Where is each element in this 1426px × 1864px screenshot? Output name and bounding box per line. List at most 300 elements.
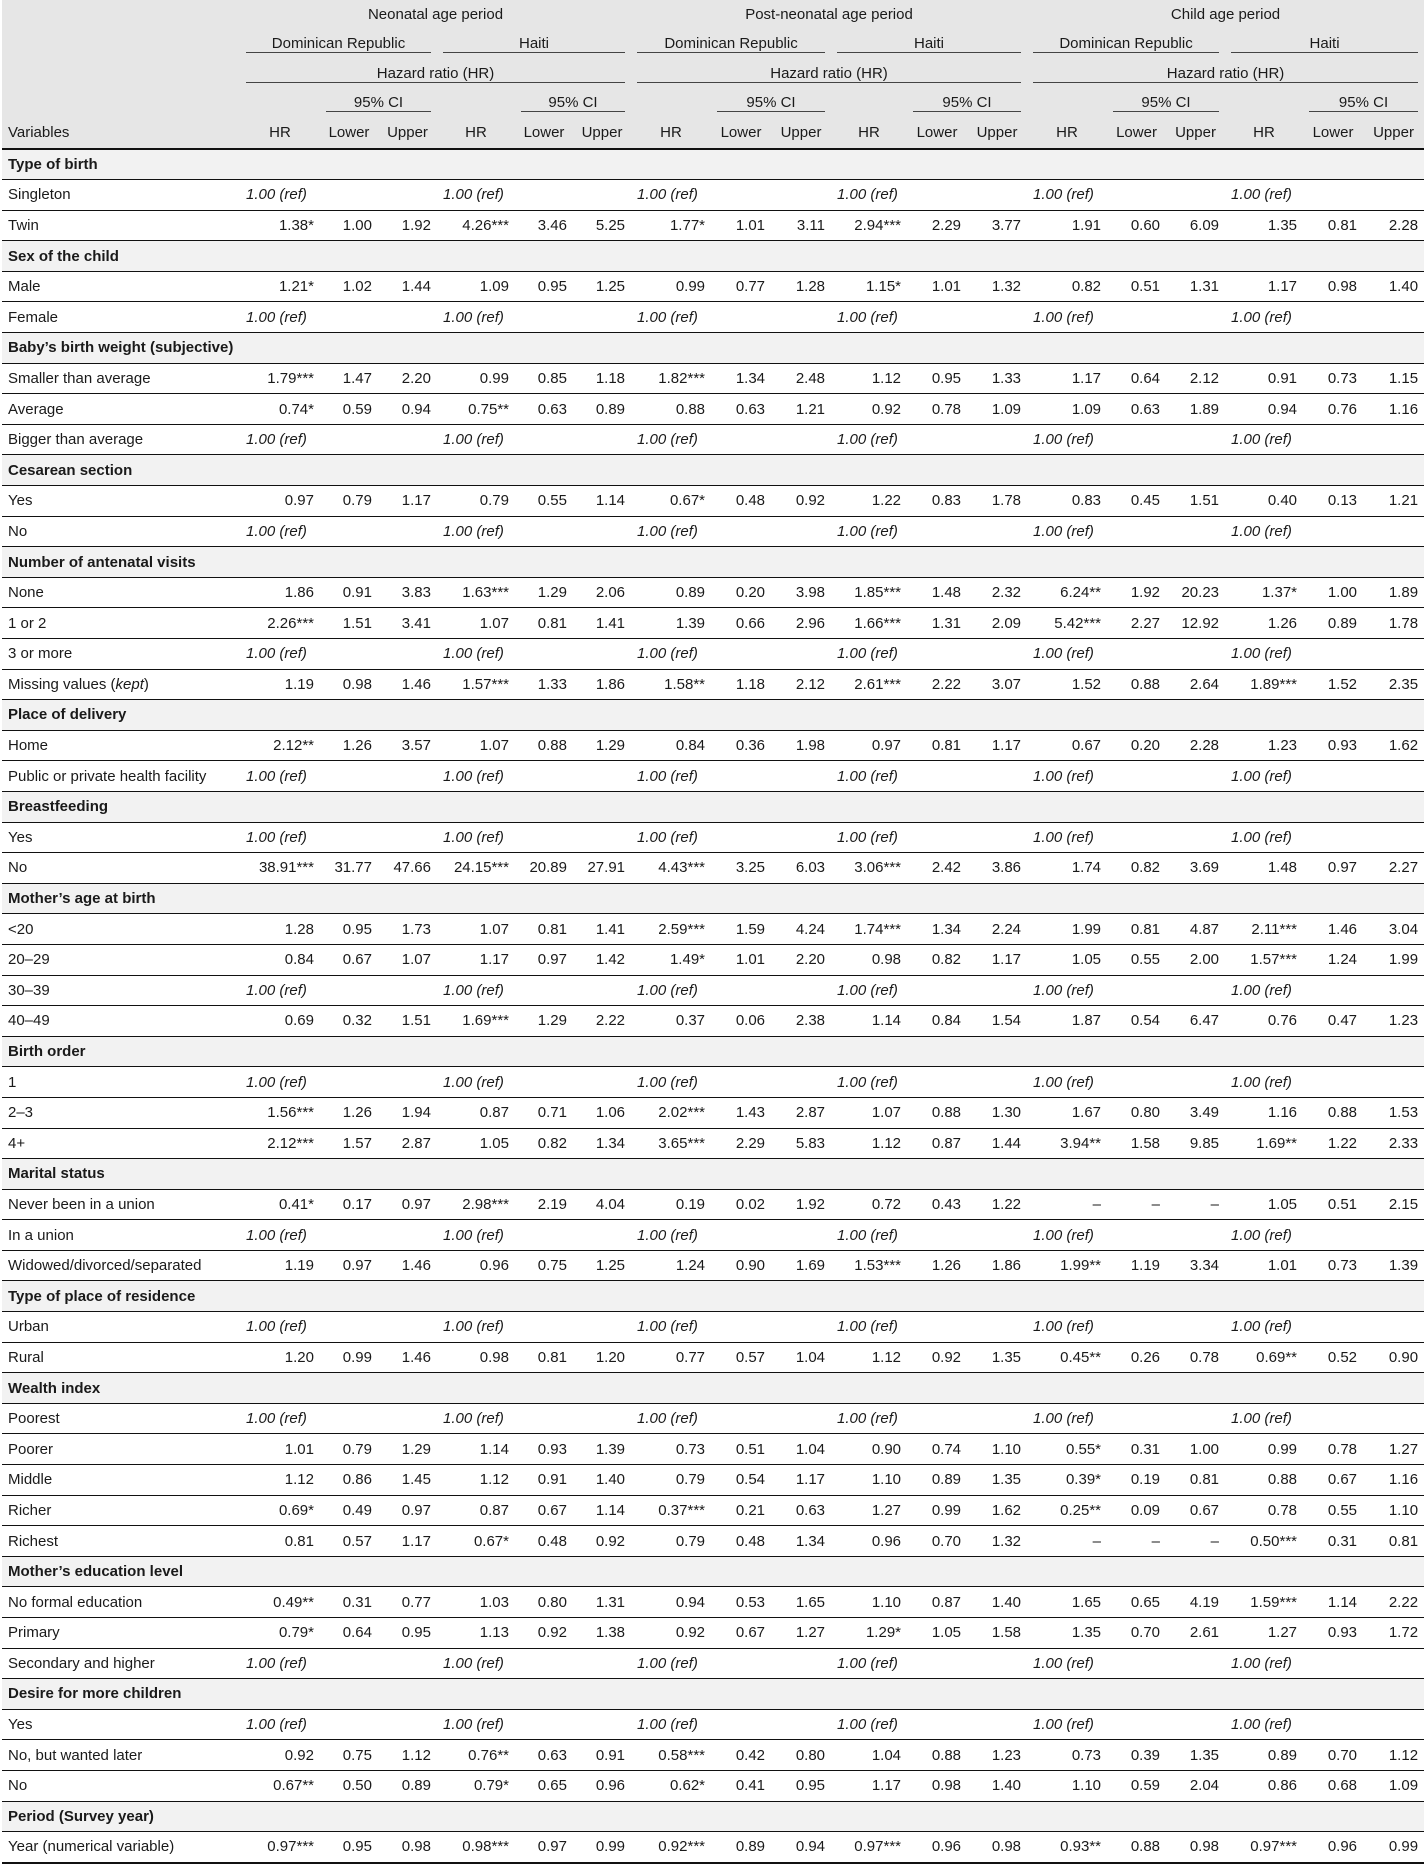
hr-cell: 0.67*: [631, 486, 711, 517]
ci-upper-cell: [967, 1067, 1027, 1098]
row-label: [2, 1342, 240, 1373]
section-title: Marital status: [2, 1159, 1424, 1190]
ci-lower-cell: 0.55: [1107, 944, 1166, 975]
ci-lower-cell: 0.79: [320, 486, 378, 517]
ci-upper-cell: 1.29: [573, 730, 631, 761]
ci-lower-cell: 0.91: [320, 577, 378, 608]
column-header-upper: Upper: [1166, 118, 1225, 149]
table-row: [2, 944, 1424, 975]
hr-cell: 38.91***: [240, 853, 320, 884]
reference-cell: 1.00 (ref): [631, 1648, 711, 1679]
reference-cell: 1.00 (ref): [831, 1312, 907, 1343]
ci-lower-cell: 1.48: [907, 577, 967, 608]
ci-lower-cell: 1.57: [320, 1128, 378, 1159]
row-label: Missing values (kept): [2, 669, 240, 700]
reference-cell: 1.00 (ref): [631, 302, 711, 333]
ci-lower-cell: [907, 975, 967, 1006]
ci-upper-cell: 6.47: [1166, 1006, 1225, 1037]
hr-cell: 1.99**: [1027, 1250, 1107, 1281]
hr-cell: 0.41*: [240, 1189, 320, 1220]
table-row: [2, 669, 1424, 700]
section-title: Mother’s education level: [2, 1556, 1424, 1587]
ci-upper-cell: 1.98: [771, 730, 831, 761]
ci-lower-cell: 0.85: [515, 363, 573, 394]
table-body: [2, 149, 1424, 1863]
hr-cell: 1.14: [831, 1006, 907, 1037]
hr-cell: 6.24**: [1027, 577, 1107, 608]
row-label-text: Rural: [8, 1348, 44, 1366]
table-row: [2, 822, 1424, 853]
ci-lower-cell: 0.98: [1303, 271, 1363, 302]
hr-cell: 1.91: [1027, 210, 1107, 241]
table-row: [2, 1250, 1424, 1281]
ci-lower-cell: [320, 1312, 378, 1343]
hr-cell: 2.12**: [240, 730, 320, 761]
reference-cell: 1.00 (ref): [437, 1067, 515, 1098]
hr-cell: 0.62*: [631, 1770, 711, 1801]
ci-lower-cell: 0.88: [1107, 669, 1166, 700]
ci-lower-cell: [711, 1067, 771, 1098]
hr-cell: 0.73: [631, 1434, 711, 1465]
ci-upper-cell: 2.20: [771, 944, 831, 975]
hr-cell: 0.97: [240, 486, 320, 517]
ci-upper-cell: 1.23: [1363, 1006, 1424, 1037]
ci-lower-cell: [1107, 975, 1166, 1006]
ci-lower-cell: 0.64: [1107, 363, 1166, 394]
row-label: [2, 1067, 240, 1098]
ci-lower-cell: [515, 302, 573, 333]
section-title: Type of place of residence: [2, 1281, 1424, 1312]
section-row: [2, 547, 1424, 578]
hr-cell: 2.59***: [631, 914, 711, 945]
row-label: [2, 1770, 240, 1801]
ci-upper-cell: 1.04: [771, 1434, 831, 1465]
hr-cell: 0.73: [1027, 1740, 1107, 1771]
ci-upper-cell: [1363, 1067, 1424, 1098]
reference-cell: 1.00 (ref): [631, 639, 711, 670]
row-label: [2, 761, 240, 792]
table-row: [2, 1709, 1424, 1740]
ci-lower-cell: 1.01: [711, 210, 771, 241]
ci-lower-cell: 0.67: [1303, 1465, 1363, 1496]
reference-cell: 1.00 (ref): [240, 822, 320, 853]
ci-upper-cell: [771, 975, 831, 1006]
ci-lower-cell: 0.20: [711, 577, 771, 608]
reference-cell: 1.00 (ref): [1027, 1648, 1107, 1679]
ci-lower-cell: 0.31: [320, 1587, 378, 1618]
ci-upper-cell: [1166, 1220, 1225, 1251]
hr-cell: 1.57***: [1225, 944, 1303, 975]
hr-cell: 0.78: [1225, 1495, 1303, 1526]
ci-upper-cell: 1.17: [378, 486, 437, 517]
ci-upper-cell: [1166, 302, 1225, 333]
ci-upper-cell: [967, 1403, 1027, 1434]
ci-lower-cell: 0.70: [1107, 1618, 1166, 1649]
ci-lower-cell: [907, 1067, 967, 1098]
ci-upper-cell: 2.12: [771, 669, 831, 700]
ci-upper-cell: 1.10: [967, 1434, 1027, 1465]
reference-cell: 1.00 (ref): [631, 1709, 711, 1740]
ci-lower-cell: 0.81: [1107, 914, 1166, 945]
row-label: [2, 1465, 240, 1496]
ci-upper-cell: 3.41: [378, 608, 437, 639]
ci-lower-cell: 1.01: [907, 271, 967, 302]
ci-lower-cell: 0.89: [907, 1465, 967, 1496]
ci-upper-cell: [1166, 822, 1225, 853]
ci-upper-cell: 1.44: [967, 1128, 1027, 1159]
reference-cell: 1.00 (ref): [240, 761, 320, 792]
row-label: [2, 1832, 240, 1863]
ci-lower-cell: 0.73: [1303, 363, 1363, 394]
reference-cell: 1.00 (ref): [437, 1220, 515, 1251]
column-header-upper: Upper: [573, 118, 631, 149]
reference-cell: 1.00 (ref): [437, 822, 515, 853]
row-label: [2, 486, 240, 517]
ci-lower-cell: 0.26: [1107, 1342, 1166, 1373]
ci-lower-cell: 1.14: [1303, 1587, 1363, 1618]
hr-cell: 0.67: [1027, 730, 1107, 761]
ci-lower-cell: 0.54: [711, 1465, 771, 1496]
ci-upper-cell: 3.11: [771, 210, 831, 241]
country-dr: Dominican Republic: [240, 30, 437, 60]
hr-cell: 1.03: [437, 1587, 515, 1618]
ci-lower-cell: 1.92: [1107, 577, 1166, 608]
ci-upper-cell: [573, 822, 631, 853]
ci-upper-cell: 1.04: [771, 1342, 831, 1373]
ci-lower-cell: 1.26: [320, 730, 378, 761]
ci-lower-cell: 0.74: [907, 1434, 967, 1465]
ci-upper-cell: 1.20: [573, 1342, 631, 1373]
ci-upper-cell: 1.46: [378, 669, 437, 700]
ci-upper-cell: [573, 424, 631, 455]
variables-header: Variables: [2, 118, 240, 149]
ci-lower-cell: 0.89: [1303, 608, 1363, 639]
ci-lower-cell: [1107, 180, 1166, 211]
row-label-text: Singleton: [8, 186, 71, 204]
row-label-text: 4+: [8, 1134, 26, 1152]
ci-upper-cell: [1166, 180, 1225, 211]
hr-cell: 0.25**: [1027, 1495, 1107, 1526]
ci-upper-cell: [378, 424, 437, 455]
hr-cell: 0.98: [831, 944, 907, 975]
row-label: [2, 1097, 240, 1128]
ci-upper-cell: 1.65: [771, 1587, 831, 1618]
ci-lower-cell: 0.87: [907, 1128, 967, 1159]
ci-upper-cell: 1.39: [573, 1434, 631, 1465]
reference-cell: 1.00 (ref): [831, 1220, 907, 1251]
reference-cell: 1.00 (ref): [240, 1403, 320, 1434]
hr-cell: 0.92: [240, 1740, 320, 1771]
hr-cell: 1.20: [240, 1342, 320, 1373]
row-label: [2, 1189, 240, 1220]
table-row: [2, 1587, 1424, 1618]
ci-lower-cell: [711, 975, 771, 1006]
ci-lower-cell: 0.81: [1303, 210, 1363, 241]
ci-upper-cell: –: [1166, 1526, 1225, 1557]
ci-lower-cell: [320, 180, 378, 211]
row-label-text: Twin: [8, 216, 39, 234]
row-label-text: 20–29: [8, 951, 50, 969]
ci-upper-cell: [1363, 1403, 1424, 1434]
ci-lower-cell: 0.96: [907, 1832, 967, 1863]
country-dr: Dominican Republic: [631, 30, 831, 60]
hr-cell: 1.04: [831, 1740, 907, 1771]
ci-upper-cell: 0.77: [378, 1587, 437, 1618]
ci-upper-cell: 20.23: [1166, 577, 1225, 608]
ci-lower-cell: [515, 424, 573, 455]
hr-cell: 0.58***: [631, 1740, 711, 1771]
table-row: [2, 1067, 1424, 1098]
hr-cell: 0.19: [631, 1189, 711, 1220]
ci-upper-cell: [1363, 822, 1424, 853]
ci-upper-cell: [573, 1709, 631, 1740]
ci-lower-cell: 20.89: [515, 853, 573, 884]
ci-upper-cell: 1.45: [378, 1465, 437, 1496]
hr-cell: 1.01: [1225, 1250, 1303, 1281]
hr-cell: 0.84: [240, 944, 320, 975]
table-row: [2, 1097, 1424, 1128]
ci-lower-cell: [1107, 1220, 1166, 1251]
row-label-text: Urban: [8, 1318, 49, 1336]
ci-lower-cell: 0.91: [515, 1465, 573, 1496]
hr-cell: 0.92***: [631, 1832, 711, 1863]
ci-lower-cell: [1303, 975, 1363, 1006]
reference-cell: 1.00 (ref): [240, 1312, 320, 1343]
reference-cell: 1.00 (ref): [1027, 516, 1107, 547]
hr-cell: 0.76**: [437, 1740, 515, 1771]
hr-cell: 2.02***: [631, 1097, 711, 1128]
ci-upper-cell: 1.28: [771, 271, 831, 302]
row-label-text: Yes: [8, 492, 33, 510]
ci-upper-cell: 1.34: [771, 1526, 831, 1557]
column-header-hr: HR: [1225, 118, 1303, 149]
hr-cell: 0.92: [631, 1618, 711, 1649]
ci-upper-cell: 0.91: [573, 1740, 631, 1771]
reference-cell: 1.00 (ref): [831, 761, 907, 792]
row-label-text: Smaller than average: [8, 369, 151, 387]
reference-cell: 1.00 (ref): [1225, 822, 1303, 853]
hr-cell: 0.97***: [1225, 1832, 1303, 1863]
ci-lower-cell: 0.93: [1303, 730, 1363, 761]
ci-lower-cell: 0.48: [711, 1526, 771, 1557]
hr-cell: 1.13: [437, 1618, 515, 1649]
ci-lower-cell: 0.88: [1107, 1832, 1166, 1863]
ci-lower-cell: 0.60: [1107, 210, 1166, 241]
ci-upper-cell: 1.35: [967, 1465, 1027, 1496]
ci-lower-cell: 0.57: [711, 1342, 771, 1373]
ci-lower-cell: 0.43: [907, 1189, 967, 1220]
hr-cell: 1.19: [240, 669, 320, 700]
ci-lower-cell: 0.48: [711, 486, 771, 517]
ci-lower-cell: 0.89: [711, 1832, 771, 1863]
ci-upper-cell: 1.34: [573, 1128, 631, 1159]
ci-lower-cell: 0.87: [907, 1587, 967, 1618]
ci-upper-cell: 3.07: [967, 669, 1027, 700]
section-row: [2, 1281, 1424, 1312]
ci-lower-cell: [320, 1403, 378, 1434]
ci-upper-cell: [967, 761, 1027, 792]
ci-lower-cell: 0.59: [1107, 1770, 1166, 1801]
reference-cell: 1.00 (ref): [437, 180, 515, 211]
ci-upper-cell: 0.67: [1166, 1495, 1225, 1526]
ci-upper-cell: [967, 822, 1027, 853]
ci-lower-cell: [711, 1403, 771, 1434]
hr-cell: 1.82***: [631, 363, 711, 394]
section-row: [2, 149, 1424, 180]
ci-upper-cell: 1.29: [378, 1434, 437, 1465]
hr-cell: 1.17: [1225, 271, 1303, 302]
ci-lower-cell: 0.84: [907, 1006, 967, 1037]
reference-cell: 1.00 (ref): [831, 1067, 907, 1098]
hr-cell: 1.56***: [240, 1097, 320, 1128]
hr-cell: 0.88: [1225, 1465, 1303, 1496]
reference-cell: 1.00 (ref): [1027, 975, 1107, 1006]
hr-cell: 1.10: [831, 1587, 907, 1618]
ci-upper-cell: 5.25: [573, 210, 631, 241]
hr-cell: 1.12: [831, 1128, 907, 1159]
ci-lower-cell: 0.75: [515, 1250, 573, 1281]
ci-lower-cell: 0.63: [711, 394, 771, 425]
hr-cell: 1.24: [631, 1250, 711, 1281]
ci-upper-cell: 3.57: [378, 730, 437, 761]
ci-upper-cell: 1.58: [967, 1618, 1027, 1649]
ci-upper-cell: [771, 1648, 831, 1679]
hr-cell: 0.97***: [831, 1832, 907, 1863]
row-label-text: No: [8, 522, 28, 540]
hr-cell: 0.69*: [240, 1495, 320, 1526]
reference-cell: 1.00 (ref): [1225, 1403, 1303, 1434]
ci-lower-cell: 0.51: [711, 1434, 771, 1465]
hr-cell: 0.79: [631, 1526, 711, 1557]
ci-upper-cell: 3.34: [1166, 1250, 1225, 1281]
ci-upper-cell: [378, 975, 437, 1006]
reference-cell: 1.00 (ref): [437, 1312, 515, 1343]
ci-upper-cell: 1.78: [967, 486, 1027, 517]
ci-upper-cell: 0.95: [771, 1770, 831, 1801]
ci-lower-cell: [515, 1403, 573, 1434]
row-label-text: Male: [8, 278, 41, 296]
reference-cell: 1.00 (ref): [631, 1067, 711, 1098]
hr-cell: 0.75**: [437, 394, 515, 425]
ci-lower-cell: [711, 1648, 771, 1679]
column-header-upper: Upper: [1363, 118, 1424, 149]
row-label: [2, 853, 240, 884]
ci-lower-cell: 0.67: [711, 1618, 771, 1649]
ci-lower-cell: [320, 1709, 378, 1740]
table-row: [2, 302, 1424, 333]
hr-cell: 0.98***: [437, 1832, 515, 1863]
ci-upper-cell: 1.22: [967, 1189, 1027, 1220]
ci-upper-cell: 1.27: [1363, 1434, 1424, 1465]
results-table: [2, 0, 1424, 1864]
table-row: [2, 1465, 1424, 1496]
ci-upper-cell: 3.86: [967, 853, 1027, 884]
hr-cell: 0.92: [831, 394, 907, 425]
ci-upper-cell: [771, 1403, 831, 1434]
ci-upper-cell: 1.94: [378, 1097, 437, 1128]
ci-lower-cell: [515, 1220, 573, 1251]
ci-upper-cell: [1363, 1312, 1424, 1343]
hr-cell: 1.14: [437, 1434, 515, 1465]
row-label: [2, 1434, 240, 1465]
table-row: [2, 1740, 1424, 1771]
ci-lower-cell: [907, 1709, 967, 1740]
ci-lower-cell: [711, 180, 771, 211]
row-label: [2, 1709, 240, 1740]
section-title: Desire for more children: [2, 1679, 1424, 1710]
hr-cell: 1.09: [1027, 394, 1107, 425]
ci-lower-cell: 0.99: [320, 1342, 378, 1373]
table-row: [2, 639, 1424, 670]
section-row: [2, 333, 1424, 364]
hazard-ratio-label: Hazard ratio (HR): [631, 59, 1027, 89]
ci-lower-cell: 0.82: [907, 944, 967, 975]
reference-cell: 1.00 (ref): [1225, 1312, 1303, 1343]
ci-lower-cell: 0.48: [515, 1526, 573, 1557]
hr-cell: 0.90: [831, 1434, 907, 1465]
ci-lower-cell: 0.53: [711, 1587, 771, 1618]
hr-cell: 1.01: [240, 1434, 320, 1465]
ci-lower-cell: 1.43: [711, 1097, 771, 1128]
ci-upper-cell: [1363, 516, 1424, 547]
section-title: Place of delivery: [2, 700, 1424, 731]
hr-cell: 1.12: [437, 1465, 515, 1496]
hr-cell: 0.40: [1225, 486, 1303, 517]
reference-cell: 1.00 (ref): [631, 1220, 711, 1251]
ci-upper-cell: 1.41: [573, 914, 631, 945]
hr-cell: 1.05: [437, 1128, 515, 1159]
ci-upper-cell: [967, 639, 1027, 670]
ci-lower-cell: 0.52: [1303, 1342, 1363, 1373]
hr-cell: 2.98***: [437, 1189, 515, 1220]
hr-cell: 3.65***: [631, 1128, 711, 1159]
ci-lower-cell: 0.81: [515, 608, 573, 639]
ci-lower-cell: 0.63: [1107, 394, 1166, 425]
ci-upper-cell: 1.39: [1363, 1250, 1424, 1281]
ci-lower-cell: [1303, 180, 1363, 211]
hr-cell: 1.52: [1027, 669, 1107, 700]
ci-upper-cell: 3.98: [771, 577, 831, 608]
hr-cell: 1.21*: [240, 271, 320, 302]
reference-cell: 1.00 (ref): [437, 761, 515, 792]
row-label-text: In a union: [8, 1226, 74, 1244]
ci-upper-cell: 1.92: [378, 210, 437, 241]
section-title: Wealth index: [2, 1373, 1424, 1404]
ci-upper-cell: 2.28: [1166, 730, 1225, 761]
hr-cell: 0.99: [437, 363, 515, 394]
ci-upper-cell: 1.62: [967, 1495, 1027, 1526]
table-row: [2, 271, 1424, 302]
ci-upper-cell: 1.31: [573, 1587, 631, 1618]
ci-upper-cell: [378, 639, 437, 670]
hr-cell: 1.15*: [831, 271, 907, 302]
reference-cell: 1.00 (ref): [1225, 1067, 1303, 1098]
ci-lower-cell: 1.01: [711, 944, 771, 975]
ci-lower-cell: [1303, 516, 1363, 547]
ci-lower-cell: 0.09: [1107, 1495, 1166, 1526]
row-label-text: Middle: [8, 1471, 53, 1489]
ci-lower-cell: 0.97: [320, 1250, 378, 1281]
hr-cell: 1.28: [240, 914, 320, 945]
reference-cell: 1.00 (ref): [831, 516, 907, 547]
hr-cell: 0.67*: [437, 1526, 515, 1557]
ci-upper-cell: [771, 516, 831, 547]
ci-upper-cell: 1.46: [378, 1342, 437, 1373]
hr-cell: 0.89: [631, 577, 711, 608]
row-label: [2, 1740, 240, 1771]
reference-cell: 1.00 (ref): [831, 1403, 907, 1434]
ci-upper-cell: 0.98: [378, 1832, 437, 1863]
